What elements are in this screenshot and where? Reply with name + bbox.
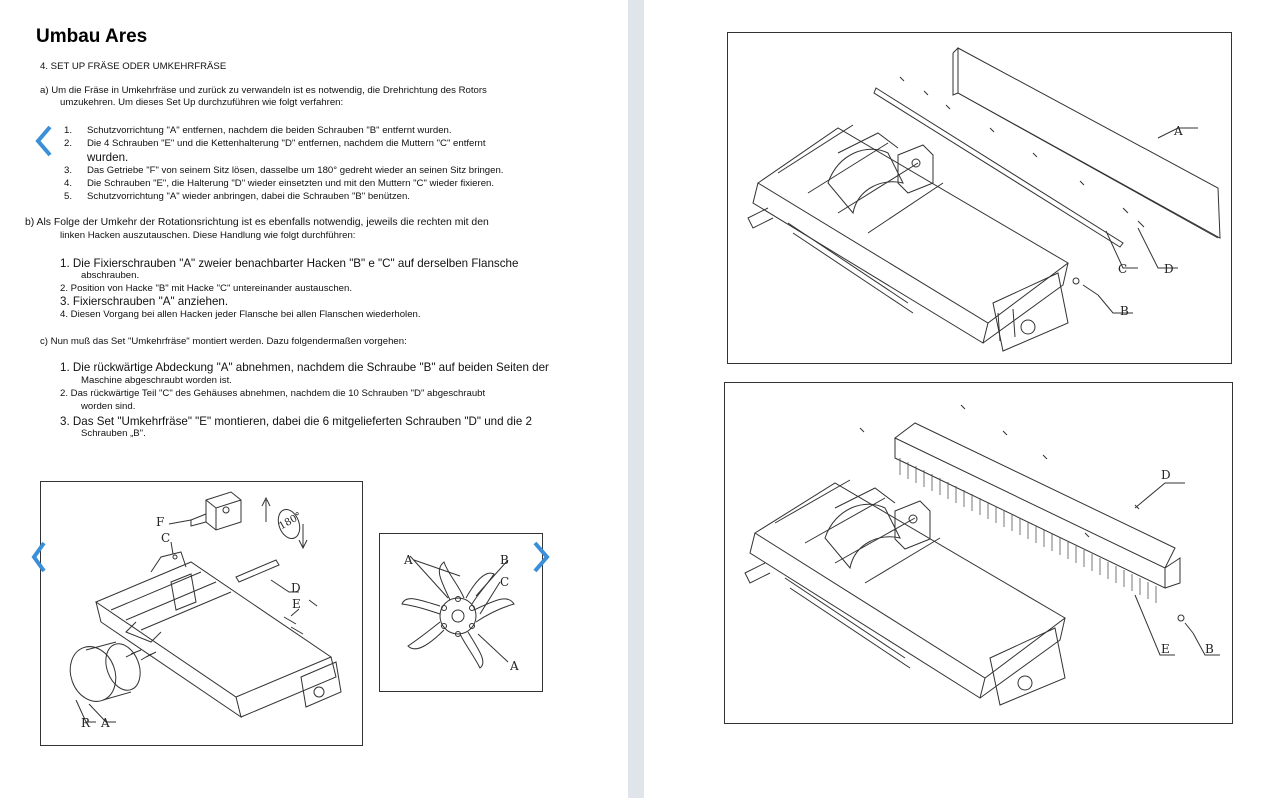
step-text: Die 4 Schrauben "E" und die Kettenhalterung "D" entfernen, nachdem die Muttern "C" entfernt [87, 138, 486, 149]
part-c-step: 1. Die rückwärtige Abdeckung "A" abnehmen, nachdem die Schraube "B" auf beiden Seiten der [60, 361, 549, 374]
label-r: R [81, 716, 91, 730]
step-text: Die Schrauben "E", die Halterung "D" wieder einsetzten und mit den Muttern "C" wieder fixieren. [87, 178, 495, 189]
step-number: 2. [64, 138, 73, 149]
label-a: A [1174, 124, 1183, 138]
part-b-step: 3. Fixierschrauben "A" anziehen. [60, 295, 229, 308]
machine-drawing [41, 482, 362, 745]
step-number: 4. [64, 178, 73, 189]
step-number: 5. [64, 191, 73, 202]
label-c: C [161, 531, 171, 545]
part-c-step: 3. Das Set "Umkehrfräse" "E" montieren, dabei die 6 mitgelieferten Schrauben "D" und die 2 [60, 415, 532, 428]
part-c-intro: c) Nun muß das Set "Umkehrfräse" montiert werden. Dazu folgendermaßen vorgehen: [40, 336, 407, 347]
chevron-right-icon [530, 540, 552, 574]
flange-drawing [380, 534, 542, 691]
step-number: 3. [64, 165, 73, 176]
label-d: D [1164, 262, 1174, 276]
part-b-step: 4. Diesen Vorgang bei allen Hacken jeder Flansche bei allen Flanschen wiederholen. [60, 309, 421, 320]
part-b-intro-line1: b) Als Folge der Umkehr der Rotationsrichtung ist es ebenfalls notwendig, jeweils die rechten mit den [25, 217, 489, 228]
label-c: C [500, 575, 510, 589]
figure-rear-cover-removal [727, 32, 1232, 364]
label-e: E [1161, 642, 1170, 656]
label-d: D [1161, 468, 1171, 482]
label-b: B [1205, 642, 1214, 656]
figure-reverse-kit-mounting [724, 382, 1233, 724]
part-c-step: worden sind. [81, 401, 136, 412]
label-e: E [292, 597, 301, 611]
page-title: Umbau Ares [36, 26, 148, 47]
figure-gearbox-rotation [40, 481, 363, 746]
label-c: C [1118, 262, 1128, 276]
label-b: B [1120, 304, 1129, 318]
part-c-step: 2. Das rückwärtige Teil "C" des Gehäuses abnehmen, nachdem die 10 Schrauben "D" abgeschraubt [60, 388, 486, 399]
machine-drawing [728, 33, 1231, 363]
part-c-step: Maschine abgeschraubt worden ist. [81, 375, 232, 386]
step-text: Das Getriebe "F" von seinem Sitz lösen, dasselbe um 180° gedreht wieder an seinen Sitz bringen. [87, 165, 504, 176]
right-page [644, 0, 1280, 798]
section-heading: 4. SET UP FRÄSE ODER UMKEHRFRÄSE [40, 61, 227, 72]
step-number: 1. [64, 125, 73, 136]
left-page [0, 0, 628, 798]
machine-drawing [725, 383, 1232, 723]
step-text: wurden. [87, 151, 129, 164]
part-b-step: 1. Die Fixierschrauben "A" zweier benachbarter Hacken "B" e "C" auf derselben Flansche [60, 257, 519, 270]
part-c-step: Schrauben „B". [81, 428, 146, 439]
step-text: Schutzvorrichtung "A" entfernen, nachdem die beiden Schrauben "B" entfernt wurden. [87, 125, 452, 136]
part-b-intro-line2: linken Hacken auszutauschen. Diese Handlung wie folgt durchführen: [60, 230, 356, 241]
prev-page-button[interactable] [33, 124, 55, 158]
figure-rotor-flange [379, 533, 543, 692]
part-b-step: abschrauben. [81, 270, 140, 281]
label-a: A [101, 716, 110, 730]
chevron-left-icon [33, 124, 55, 158]
rotation-label: 180° [277, 510, 304, 533]
label-f: F [156, 515, 165, 529]
label-a: A [510, 659, 519, 673]
next-image-button[interactable] [530, 540, 552, 574]
step-text: Schutzvorrichtung "A" wieder anbringen, dabei die Schrauben "B" benützen. [87, 191, 410, 202]
part-a-intro-line1: a) Um die Fräse in Umkehrfräse und zurück zu verwandeln ist es notwendig, die Drehrichtung des Rotors [40, 85, 487, 96]
label-d: D [291, 581, 301, 595]
label-a: A [404, 553, 413, 567]
label-b: B [500, 553, 509, 567]
chevron-left-icon [30, 540, 46, 574]
part-a-intro-line2: umzukehren. Um dieses Set Up durchzuführen wie folgt verfahren: [60, 97, 344, 108]
page-gutter [628, 0, 644, 798]
prev-image-button[interactable] [30, 540, 46, 574]
part-b-step: 2. Position von Hacke "B" mit Hacke "C" untereinander austauschen. [60, 283, 352, 294]
